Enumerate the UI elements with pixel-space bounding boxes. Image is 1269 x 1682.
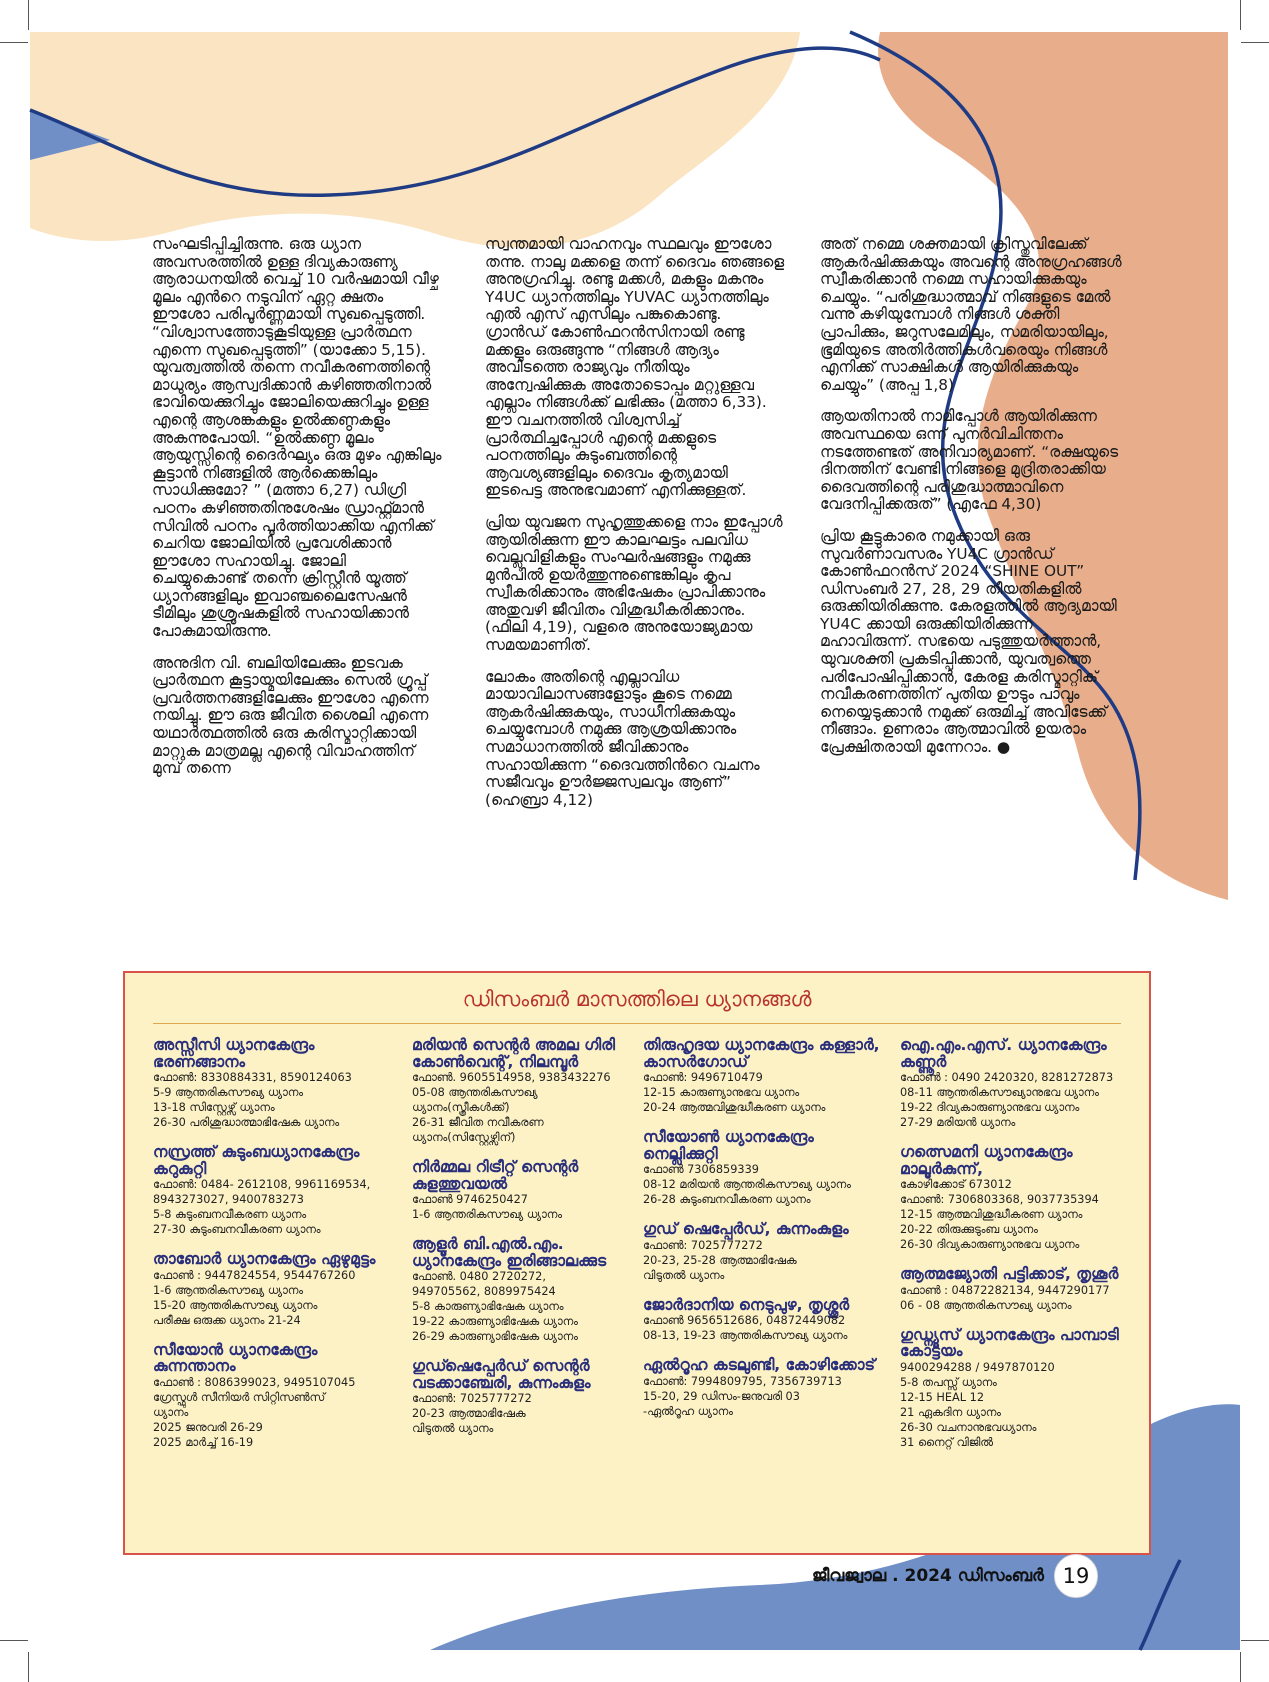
- crop-mark: [1240, 0, 1241, 30]
- retreat-detail-line: ഫോൺ. 0480 2720272,: [412, 1270, 546, 1283]
- retreat-detail-line: വിടുതൽ ധ്യാനം: [412, 1422, 494, 1435]
- retreat-entry: [900, 1144, 1140, 1252]
- retreat-entry: [900, 1266, 1140, 1313]
- retreat-entry: [412, 1159, 652, 1222]
- retreat-centre-name: അസ്സീസി ധ്യാനകേന്ദ്രം ഭരണങ്ങാനം: [153, 1036, 315, 1071]
- retreat-detail-line: 5-8 കുടുംബനവീകരണ ധ്യാനം: [153, 1208, 307, 1221]
- crop-mark: [1241, 1640, 1269, 1641]
- retreat-centre-name: ഗുഡ്ഷെപ്പേർഡ് സെന്റർ വടക്കാഞ്ചേരി, കുന്നംകുളം: [412, 1357, 591, 1392]
- retreat-centre-name: ആളൂർ ബി.എൽ.എം. ധ്യാനകേന്ദ്രം ഇരിങ്ങാലക്കുട: [412, 1235, 607, 1270]
- retreat-centre-name: ഐ.എം.എസ്. ധ്യാനകേന്ദ്രം കണ്ണൂർ: [900, 1036, 1107, 1071]
- listing-column-1: [153, 1037, 393, 1464]
- retreat-detail-line: ഫോൺ: 8330884331, 8590124063: [153, 1071, 352, 1084]
- retreat-detail-line: 2025 ജനുവരി 26-29: [153, 1420, 263, 1434]
- retreat-detail-line: 21 ഏകദിന ധ്യാനം: [900, 1405, 1001, 1419]
- retreat-listing-box: [123, 971, 1151, 1555]
- retreat-detail-line: 949705562, 8089975424: [412, 1285, 556, 1298]
- retreat-centre-name: താബോർ ധ്യാനകേന്ദ്രം ഏഴുമുട്ടം: [153, 1250, 376, 1268]
- retreat-detail-line: 27-29 മരിയൻ ധ്യാനം: [900, 1116, 1016, 1129]
- retreat-entry: [643, 1129, 883, 1207]
- retreat-detail-line: ഫോൺ 9656512686, 04872449082: [643, 1314, 846, 1327]
- article-paragraph: ലോകം അതിന്റെ എല്ലാവിധ മായാവിലാസങ്ങളോടും കൂടെ നമ്മെ ആകർഷിക്കുകയും, സാധീനിക്കുകയും ചെയ്യുമ്പോൾ നമുക്കു ആശ്രയിക്കാനും സമാധാനത്തിൽ ജീവിക്കാനും സഹായിക്കുന്ന “ദൈവത്തിൻറെ വചനം സജീവവും ഊർജ്ജസ്വലവും ആണ്” (ഹെബ്രാ 4,12): [485, 667, 760, 809]
- retreat-detail-line: 26-30 വചനാനുഭവധ്യാനം: [900, 1420, 1037, 1434]
- retreat-detail-line: ധ്യാനം(സിസ്റ്റേഴ്സിന്): [412, 1131, 516, 1144]
- retreat-detail-line: ഫോൺ : 0490 2420320, 8281272873: [900, 1071, 1114, 1084]
- retreat-detail-line: ഫോൺ. 9605514958, 9383432276: [412, 1071, 611, 1084]
- retreat-detail-line: ഗ്രേസ്ഫുൾ സീനിയർ സിറ്റിസൺസ്: [153, 1390, 325, 1404]
- article-paragraph: അത് നമ്മെ ശക്തമായി ക്രിസ്തുവിലേക്ക് ആകർഷിക്കുകയും അവന്റെ അനുഗ്രഹങ്ങൾ സ്വീകരിക്കാൻ നമ്മെ സഹായിക്കുകയും ചെയ്യും. “പരിശുദ്ധാത്മാവ് നിങ്ങളുടെ മേൽ വന്നു കഴിയുമ്പോൾ നിങ്ങൾ ശക്തി പ്രാപിക്കും, ജറുസലേമിലും, സമരിയായിലും, ഭൂമിയുടെ അതിർത്തികൾവരെയും നിങ്ങൾ എനിക്ക് സാക്ഷികൾ ആയിരിക്കുകയും ചെയ്യും” (അപ്പ 1,8): [820, 235, 1122, 394]
- retreat-detail-line: -ഏൽറൂഹ ധ്യാനം: [643, 1404, 733, 1418]
- retreat-detail-line: 26-30 പരിശുദ്ധാത്മാഭിഷേക ധ്യാനം: [153, 1116, 340, 1129]
- retreat-detail-line: 15-20, 29 ഡിസം-ജനുവരി 03: [643, 1389, 800, 1403]
- retreat-detail-line: 26-28 കുടുംബനവീകരണ ധ്യാനം: [643, 1193, 811, 1206]
- crop-mark: [1241, 42, 1269, 43]
- retreat-centre-name: ഏൽറൂഹ കടലുണ്ടി, കോഴിക്കോട്: [643, 1356, 875, 1374]
- box-title: ഡിസംബർ മാസത്തിലെ ധ്യാനങ്ങൾ: [462, 987, 812, 1011]
- retreat-detail-line: പരീക്ഷ ഒരുക്ക ധ്യാനം 21-24: [153, 1313, 301, 1327]
- retreat-detail-line: ഫോൺ: 0484- 2612108, 9961169534,: [153, 1178, 371, 1191]
- crop-mark: [0, 1640, 28, 1641]
- article-paragraph: പ്രിയ കൂട്ടുകാരെ നമുക്കായി ഒരു സുവർണാവസരം YU4C ഗ്രാൻഡ് കോൺഫറൻസ് 2024 “SHINE OUT” ഡിസംബർ 27, 28, 29 തീയതികളിൽ ഒരുക്കിയിരിക്കുന്നു. കേരളത്തിൽ ആദ്യമായി YU4C ക്കായി ഒരുക്കിയിരിക്കുന്ന മഹാവിരുന്ന്. സഭയെ പടുത്തുയർത്താൻ, യുവശക്തി പ്രകടിപ്പിക്കാൻ, യുവത്വത്തെ പരിപോഷിപ്പിക്കാൻ, കേരള കരിസ്മാറ്റിക് നവീകരണത്തിന് പുതിയ ഊടും പാവും നെയ്യെടുക്കാൻ നമുക്ക് ഒരുമിച്ച് അവിടേക്ക് നീങ്ങാം. ഉണരാം ആത്മാവിൽ ഉയരാം പ്രേക്ഷിതരായി മുന്നേറാം. ●: [820, 526, 1117, 757]
- article-column-3: [820, 236, 1125, 771]
- retreat-entry: [643, 1221, 883, 1283]
- retreat-detail-line: ഫോൺ : 8086399023, 9495107045: [153, 1375, 356, 1389]
- article-paragraph: പ്രിയ യുവജന സുഹൃത്തുക്കളെ നാം ഇപ്പോൾ ആയിരിക്കുന്ന ഈ കാലഘട്ടം പലവിധ വെല്ലുവിളികളും സംഘർഷങ്ങളും നമുക്കു മുൻപിൽ ഉയർത്തുന്നുണ്ടെങ്കിലും കൃപ സ്വീകരിക്കാനും അഭിഷേകം പ്രാപിക്കാനും അതുവഴി ജീവിതം വിശുദ്ധീകരിക്കാനും. (ഫിലി 4,19), വളരെ അനുയോജ്യമായ സമയമാണിത്.: [485, 512, 783, 655]
- box-divider: [153, 1023, 1121, 1024]
- retreat-detail-line: 2025 മാർച്ച് 16-19: [153, 1435, 254, 1449]
- retreat-centre-name: നിർമ്മല റിട്രീറ്റ് സെന്റർ കുളത്തുവയൽ: [412, 1158, 579, 1193]
- crop-mark: [28, 0, 29, 30]
- retreat-centre-name: ഗുഡ് ഷെപ്പേർഡ്, കുന്നംകുളം: [643, 1220, 849, 1238]
- retreat-detail-line: 31 നൈറ്റ് വിജിൽ: [900, 1435, 993, 1449]
- retreat-detail-line: 12-15 HEAL 12: [900, 1390, 985, 1404]
- retreat-detail-line: 5-8 തപസ്സ് ധ്യാനം: [900, 1375, 997, 1389]
- retreat-detail-line: ഫോൺ : 04872282134, 9447290177: [900, 1283, 1110, 1297]
- retreat-detail-line: 8943273027, 9400783273: [153, 1193, 304, 1206]
- retreat-detail-line: 26-30 ദിവ്യകാരുണ്യാനുഭവ ധ്യാനം: [900, 1238, 1080, 1251]
- retreat-detail-line: 12-15 കാരുണ്യാനുഭവ ധ്യാനം: [643, 1086, 800, 1099]
- article-paragraph: സംഘടിപ്പിച്ചിരുന്നു. ഒരു ധ്യാന അവസരത്തിൽ ഉള്ള ദിവ്യകാരുണ്യ ആരാധനയിൽ വെച്ച് 10 വർഷമായി വീഴ്ച മൂലം എൻറെ നടുവിന് ഏറ്റ ക്ഷതം ഈശോ പരിപൂർണ്ണമായി സുഖപ്പെടുത്തി. “വിശ്വാസത്തോടുകൂടിയുള്ള പ്രാർത്ഥന എന്നെ സുഖപ്പെടുത്തി” (യാക്കോ 5,15). യുവത്വത്തിൽ തന്നെ നവീകരണത്തിന്റെ മാധുര്യം ആസ്വദിക്കാൻ കഴിഞ്ഞതിനാൽ ഭാവിയെക്കുറിച്ചും ജോലിയെക്കുറിച്ചും ഉള്ള എന്റെ ആശങ്കകളും ഉൽക്കണ്ഠകളും അകന്നുപോയി. “ഉൽക്കണ്ഠ മൂലം ആയുസ്സിന്റെ ദൈർഘ്യം ഒരു മുഴം എങ്കിലും കൂട്ടാൻ നിങ്ങളിൽ ആർക്കെങ്കിലും സാധിക്കുമോ? ” (മത്താ 6,27) ഡിഗ്രി പഠനം കഴിഞ്ഞതിനുശേഷം ഡ്രാഫ്റ്റ്മാൻ സിവിൽ പഠനം പൂർത്തിയാക്കിയ എനിക്ക് ചെറിയ ജോലിയിൽ പ്രവേശിക്കാൻ ഈശോ സഹായിച്ചു. ജോലി ചെയ്യുകൊണ്ട് തന്നെ ക്രിസ്റ്റീൻ യൂത്ത് ധ്യാനങ്ങളിലും ഇവാഞ്ചലൈസേഷൻ ടീമിലും ശുശ്രൂഷകളിൽ സഹായിക്കാൻ പോകുമായിരുന്നു.: [152, 235, 442, 641]
- crop-mark: [1240, 1652, 1241, 1682]
- retreat-centre-name: ജോർദാനിയ നെടുപുഴ, തൃശ്ശൂർ: [643, 1295, 850, 1314]
- retreat-detail-line: ഫോൺ: 7025777272: [412, 1392, 532, 1405]
- retreat-centre-name: സീയോൻ ധ്യാനകേന്ദ്രം കുന്നന്താനം: [153, 1340, 318, 1375]
- retreat-detail-line: 08-11 ആന്തരികസൗഖ്യാനുഭവ ധ്യാനം: [900, 1086, 1099, 1099]
- retreat-detail-line: 20-23 ആത്മാഭിഷേക: [412, 1407, 526, 1420]
- retreat-detail-line: ഫോൺ : 9447824554, 9544767260: [153, 1268, 356, 1282]
- retreat-detail-line: ഫോൺ: 7306803368, 9037735394: [900, 1193, 1099, 1206]
- retreat-detail-line: 06 - 08 ആന്തരികസൗഖ്യ ധ്യാനം: [900, 1298, 1072, 1312]
- retreat-centre-name: ഗുഡ്ന്യൂസ് ധ്യാനകേന്ദ്രം പാമ്പാടി കോട്ടയം: [900, 1325, 1119, 1360]
- retreat-detail-line: 08-12 മരിയൻ ആന്തരികസൗഖ്യ ധ്യാനം: [643, 1178, 851, 1191]
- crop-mark: [28, 1652, 29, 1682]
- retreat-detail-line: 9400294288 / 9497870120: [900, 1360, 1055, 1374]
- retreat-entry: [153, 1037, 393, 1130]
- retreat-centre-name: മരിയൻ സെന്റർ അമല ഗിരി കോൺവെന്റ്, നിലമ്പൂർ: [412, 1036, 615, 1071]
- retreat-entry: [153, 1144, 393, 1237]
- retreat-detail-line: ഫോൺ: 9496710479: [643, 1071, 763, 1084]
- page-footer: [812, 1556, 1098, 1596]
- article-column-1: [152, 236, 442, 792]
- retreat-detail-line: ധ്യാനം: [153, 1405, 189, 1419]
- retreat-detail-line: 1-6 ആന്തരികസൗഖ്യ ധ്യാനം: [153, 1283, 303, 1297]
- cream-blob: [30, 32, 800, 248]
- retreat-detail-line: ഫോൺ: 7994809795, 7356739713: [643, 1374, 842, 1388]
- retreat-entry: [900, 1037, 1140, 1130]
- retreat-detail-line: 20-22 തിരുക്കുടുംബ ധ്യാനം: [900, 1223, 1038, 1236]
- retreat-entry: [900, 1327, 1140, 1450]
- retreat-detail-line: 08-13, 19-23 ആന്തരികസൗഖ്യ ധ്യാനം: [643, 1329, 848, 1342]
- page-number: 19: [1054, 1554, 1098, 1598]
- retreat-centre-name: തിരുഹൃദയ ധ്യാനകേന്ദ്രം കള്ളാർ, കാസർഗോഡ്: [643, 1036, 880, 1071]
- retreat-detail-line: 20-24 ആത്മവിശുദ്ധീകരണ ധ്യാനം: [643, 1101, 826, 1114]
- retreat-detail-line: വിടുതൽ ധ്യാനം: [643, 1268, 725, 1282]
- article-paragraph: സ്വന്തമായി വാഹനവും സ്ഥലവും ഈശോ തന്നു. നാലു മക്കളെ തന്ന് ദൈവം ഞങ്ങളെ അനുഗ്രഹിച്ചു. രണ്ടു മക്കൾ, മകളും മകനും Y4UC ധ്യാനത്തിലും YUVAC ധ്യാനത്തിലും എൽ എസ് എസിലും പങ്കുകൊണ്ടു. ഗ്രാൻഡ് കോൺഫറൻസിനായി രണ്ടു മക്കളും ഒരുങ്ങുന്നു “നിങ്ങൾ ആദ്യം അവിടത്തെ രാജ്യവും നീതിയും അന്വേഷിക്കുക അതോടൊപ്പം മറ്റുള്ളവ എല്ലാം നിങ്ങൾക്ക് ലഭിക്കും (മത്താ 6,33). ഈ വചനത്തിൽ വിശ്വസിച്ച് പ്രാർത്ഥിച്ചപ്പോൾ എന്റെ മക്കളുടെ പഠനത്തിലും കുടുംബത്തിന്റെ ആവശ്യങ്ങളിലും ദൈവം കൃത്യമായി ഇടപെട്ട അനുഭവമാണ് എനിക്കുള്ളത്.: [485, 235, 785, 500]
- retreat-centre-name: സീയോൺ ധ്യാനകേന്ദ്രം നെല്ലിക്കുറ്റി: [643, 1128, 814, 1163]
- retreat-detail-line: 1-6 ആന്തരികസൗഖ്യ ധ്യാനം: [412, 1208, 562, 1221]
- retreat-entry: [412, 1037, 652, 1145]
- retreat-detail-line: 5-8 കാരുണ്യാഭിഷേക ധ്യാനം: [412, 1300, 564, 1313]
- retreat-entry: [153, 1251, 393, 1328]
- retreat-detail-line: കോഴിക്കോട് 673012: [900, 1178, 1012, 1191]
- listing-column-3: [643, 1037, 883, 1433]
- retreat-entry: [153, 1342, 393, 1450]
- retreat-detail-line: 5-9 ആന്തരികസൗഖ്യ ധ്യാനം: [153, 1086, 303, 1099]
- retreat-entry: [643, 1297, 883, 1344]
- retreat-detail-line: 20-23, 25-28 ആത്മാഭിഷേക: [643, 1253, 797, 1267]
- retreat-detail-line: ഫോൺ 7306859339: [643, 1163, 759, 1176]
- retreat-detail-line: 15-20 ആന്തരികസൗഖ്യ ധ്യാനം: [153, 1298, 318, 1312]
- magazine-name: ജീവജ്വാല . 2024 ഡിസംബർ: [812, 1566, 1044, 1586]
- retreat-detail-line: ഫോൺ: 7025777272: [643, 1238, 763, 1252]
- retreat-detail-line: 12-15 ആത്മവിശുദ്ധീകരണ ധ്യാനം: [900, 1208, 1083, 1221]
- retreat-detail-line: 13-18 സിസ്റ്റേഴ്സ് ധ്യാനം: [153, 1101, 275, 1114]
- crop-mark: [0, 42, 28, 43]
- retreat-detail-line: 27-30 കുടുംബനവീകരണ ധ്യാനം: [153, 1223, 321, 1236]
- retreat-detail-line: 26-29 കാരുണ്യാഭിഷേക ധ്യാനം: [412, 1330, 578, 1343]
- retreat-detail-line: ധ്യാനം(സ്ത്രീകൾക്ക്): [412, 1101, 510, 1114]
- retreat-centre-name: നസ്രത്ത് കുടുംബധ്യാനകേന്ദ്രം കറുകുറ്റി: [153, 1143, 360, 1178]
- article-column-2: [485, 236, 785, 823]
- retreat-detail-line: 19-22 ദിവ്യകാരുണ്യാനുഭവ ധ്യാനം: [900, 1101, 1080, 1114]
- retreat-entry: [412, 1236, 652, 1344]
- article-paragraph: അനുദിന വി. ബലിയിലേക്കും ഇടവക പ്രാർത്ഥന കൂട്ടായ്മയിലേക്കും സെൽ ഗ്രൂപ്പ് പ്രവർത്തനങ്ങളിലേക്കും ഈശോ എന്നെ നയിച്ചു. ഈ ഒരു ജീവിത ശൈലി എന്നെ യഥാർത്ഥത്തിൽ ഒരു കരിസ്മാറ്റിക്കായി മാറ്റുക മാത്രമല്ല എന്റെ വിവാഹത്തിന് മുമ്പ് തന്നെ: [152, 653, 429, 778]
- retreat-entry: [412, 1358, 652, 1436]
- retreat-entry: [643, 1357, 883, 1419]
- retreat-entry: [643, 1037, 883, 1115]
- retreat-detail-line: 26-31 ജീവിത നവീകരണ: [412, 1116, 544, 1129]
- listing-column-2: [412, 1037, 652, 1450]
- retreat-detail-line: ഫോൺ 9746250427: [412, 1193, 528, 1206]
- retreat-centre-name: ഗത്സെമനി ധ്യാനകേന്ദ്രം മാലൂർകുന്ന്,: [900, 1143, 1073, 1178]
- retreat-detail-line: 19-22 കാരുണ്യാഭിഷേക ധ്യാനം: [412, 1315, 578, 1328]
- retreat-centre-name: ആത്മജ്യോതി പട്ടിക്കാട്, തൃശൂർ: [900, 1265, 1119, 1283]
- listing-column-4: [900, 1037, 1140, 1464]
- retreat-detail-line: 05-08 ആന്തരികസൗഖ്യ: [412, 1086, 538, 1099]
- article-paragraph: ആയതിനാൽ നാമിപ്പോൾ ആയിരിക്കുന്ന അവസ്ഥയെ ഒന്ന് പുനർവിചിന്തനം നടത്തേണ്ടത് അനിവാര്യമാണ്. “രക്ഷയുടെ ദിനത്തിന് വേണ്ടി നിങ്ങളെ മുദ്രിതരാക്കിയ ദൈവത്തിന്റെ പരിശുദ്ധാത്മാവിനെ വേദനിപ്പിക്കരുത്” (എഫേ 4,30): [820, 407, 1118, 514]
